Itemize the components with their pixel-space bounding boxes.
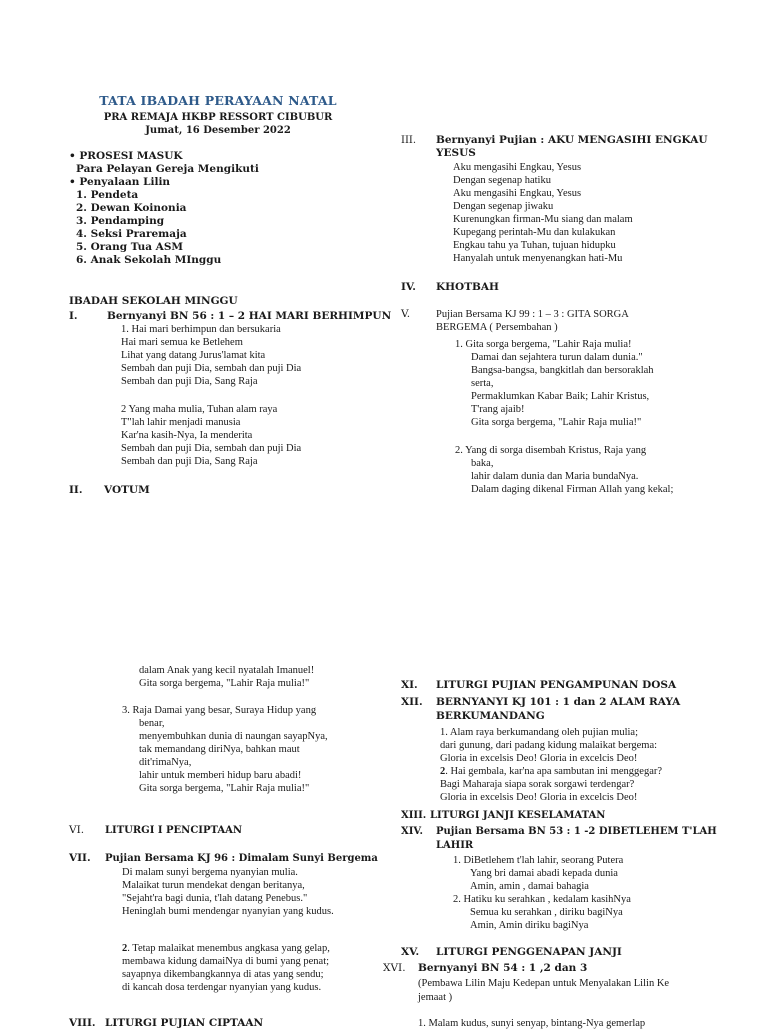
verse-line: Hai mari semua ke Betlehem xyxy=(121,337,243,348)
song-verse xyxy=(455,338,654,429)
song-verse xyxy=(122,866,334,918)
verse-line: Semua ku serahkan , diriku bagiNya xyxy=(470,907,623,918)
song-verse xyxy=(453,854,631,932)
verse-line: Lihat yang datang Jurus'lamat kita xyxy=(121,350,266,361)
verse-line: Kupegang perintah-Mu dan kulakukan xyxy=(453,227,616,238)
section-note-cont: jemaat ) xyxy=(418,992,453,1003)
verse-line: Gloria in excelsis Deo! Gloria in excelcis Deo! xyxy=(440,753,638,764)
verse-line: dalam Anak yang kecil nyatalah Imanuel! xyxy=(139,665,315,676)
verse-line: baka, xyxy=(471,458,494,469)
section-note: (Pembawa Lilin Maju Kedepan untuk Menyalakan Lilin Ke xyxy=(418,978,670,989)
candle-list xyxy=(76,189,221,267)
verse-line: Amin, amin , damai bahagia xyxy=(470,881,589,892)
verse-line: Dengan segenap jiwaku xyxy=(453,201,554,212)
verse-line: di kancah dosa terdengar nyanyian yang kudus. xyxy=(122,982,322,993)
section-title: Pujian Bersama KJ 99 : 1 – 3 : GITA SORGA xyxy=(436,309,629,320)
verse-line: Engkau tahu ya Tuhan, tujuan hidupku xyxy=(453,240,616,251)
verse-line: lahir dalam dunia dan Maria bundaNya. xyxy=(471,471,639,482)
list-item: 1. Pendeta xyxy=(76,189,139,201)
verse-line: membawa kidung damaiNya di bumi yang penat; xyxy=(122,956,330,967)
section-title: Pujian Bersama BN 53 : 1 -2 DIBETLEHEM T'LAH xyxy=(436,826,717,837)
list-item: 3. Pendamping xyxy=(76,215,165,227)
verse-line: Gita sorga bergema, "Lahir Raja mulia!" xyxy=(139,678,310,689)
verse-line: Bangsa-bangsa, bangkitlah dan bersoraklah xyxy=(471,365,654,376)
verse-line: Malaikat turun mendekat dengan beritanya, xyxy=(122,880,305,891)
verse-line: Bagi Maharaja siapa sorak sorgawi terdengar? xyxy=(440,779,635,790)
list-item: 6. Anak Sekolah MInggu xyxy=(76,254,222,266)
section-title: Bernyanyi Pujian : AKU MENGASIHI ENGKAU xyxy=(436,134,708,146)
section-number: VIII. xyxy=(69,1017,96,1029)
section-title: VOTUM xyxy=(104,484,150,496)
section-title: LITURGI PUJIAN CIPTAAN xyxy=(105,1017,264,1029)
section-title: KHOTBAH xyxy=(436,281,499,293)
section-heading: IBADAH SEKOLAH MINGGU xyxy=(69,295,238,307)
verse-line: 3. Raja Damai yang besar, Suraya Hidup yang xyxy=(122,705,317,716)
verse-line: dit'rimaNya, xyxy=(139,757,192,768)
page-title: TATA IBADAH PERAYAAN NATAL xyxy=(99,93,337,108)
section-number: XVI. xyxy=(383,962,406,974)
verse-line: 1. Malam kudus, sunyi senyap, bintang-Nya gemerlap xyxy=(418,1018,646,1029)
verse-line: Permaklumkan Kabar Baik; Lahir Kristus, xyxy=(471,391,650,402)
verse-text: . Hai gembala, kar'na apa sambutan ini menggegar? xyxy=(445,766,663,777)
section-title-cont: BERKUMANDANG xyxy=(436,710,545,722)
song-verse xyxy=(440,726,662,804)
verse-number: 2 xyxy=(440,766,446,777)
verse-line xyxy=(122,942,330,955)
verse-line: 1. DiBetlehem t'lah lahir, seorang Putera xyxy=(453,855,624,866)
verse-line: Damai dan sejahtera turun dalam dunia." xyxy=(471,352,643,363)
verse-line: tak memandang diriNya, bahkan maut xyxy=(139,744,300,755)
verse-number: 2 xyxy=(122,943,128,954)
song-verse xyxy=(455,444,673,496)
verse-line: Hanyalah untuk menyenangkan hati-Mu xyxy=(453,253,623,264)
verse-line: Yang bri damai abadi kepada dunia xyxy=(470,868,618,879)
verse-line: Gita sorga bergema, "Lahir Raja mulia!" xyxy=(139,783,310,794)
section-number: XIII. xyxy=(401,810,427,821)
verse-line: lahir untuk memberi hidup baru abadi! xyxy=(139,770,302,781)
verse-line: sayapnya dikembangkannya di atas yang sendu; xyxy=(122,969,324,980)
procession-heading: • PROSESI MASUK xyxy=(69,150,183,162)
section-title: Bernyanyi BN 54 : 1 ,2 dan 3 xyxy=(418,962,588,974)
verse-line: Sembah dan puji Dia, Sang Raja xyxy=(121,376,258,387)
verse-line: menyembuhkan dunia di naungan sayapNya, xyxy=(139,731,328,742)
verse-line: Gloria in excelsis Deo! Gloria in excelcis Deo! xyxy=(440,792,638,803)
verse-line: Aku mengasihi Engkau, Yesus xyxy=(453,188,582,199)
section-title-cont: LAHIR xyxy=(436,840,474,851)
section-number: VI. xyxy=(69,824,85,836)
verse-line: Di malam sunyi bergema nyanyian mulia. xyxy=(122,867,298,878)
section-title: LITURGI PUJIAN PENGAMPUNAN DOSA xyxy=(436,679,677,691)
verse-line: 2 Yang maha mulia, Tuhan alam raya xyxy=(121,404,278,415)
section-number: VII. xyxy=(69,852,91,864)
section-number: XII. xyxy=(401,696,423,708)
verse-line: benar, xyxy=(139,718,165,729)
section-number: XI. xyxy=(401,679,418,691)
page-subtitle: PRA REMAJA HKBP RESSORT CIBUBUR xyxy=(103,112,333,123)
verse-line: Aku mengasihi Engkau, Yesus xyxy=(453,162,582,173)
verse-line: Dengan segenap hatiku xyxy=(453,175,551,186)
verse-line: Dalam daging dikenal Firman Allah yang kekal; xyxy=(471,484,674,495)
verse-line: T"lah lahir menjadi manusia xyxy=(121,417,241,428)
section-number: IV. xyxy=(401,281,416,293)
verse-line: Sembah dan puji Dia, Sang Raja xyxy=(121,456,258,467)
verse-line: T'rang ajaib! xyxy=(471,404,525,415)
verse-line: dari gunung, dari padang kidung malaikat bergema: xyxy=(440,740,658,751)
song-verse xyxy=(122,942,330,994)
song-verse xyxy=(139,664,314,690)
section-title: LITURGI PENGGENAPAN JANJI xyxy=(436,946,622,958)
section-title: Bernyanyi BN 56 : 1 – 2 HAI MARI BERHIMPUN xyxy=(107,310,392,322)
section-number: I. xyxy=(69,310,78,322)
verse-line: 2. Yang di sorga disembah Kristus, Raja yang xyxy=(455,445,647,456)
verse-line: serta, xyxy=(471,378,494,389)
section-number: V. xyxy=(401,308,411,320)
candle-heading: • Penyalaan Lilin xyxy=(69,176,171,188)
list-item: 2. Dewan Koinonia xyxy=(76,202,187,214)
verse-line: 1. Gita sorga bergema, "Lahir Raja mulia! xyxy=(455,339,632,350)
verse-line: 2. Hatiku ku serahkan , kedalam kasihNya xyxy=(453,894,631,905)
section-title: BERNYANYI KJ 101 : 1 dan 2 ALAM RAYA xyxy=(436,696,681,708)
section-number: III. xyxy=(401,135,417,146)
song-verse xyxy=(121,403,301,468)
section-title: Pujian Bersama KJ 96 : Dimalam Sunyi Bergema xyxy=(105,853,378,864)
section-title-cont: YESUS xyxy=(436,147,476,159)
section-number: XIV. xyxy=(401,826,423,837)
section-number: XV. xyxy=(401,946,420,958)
verse-line: Gita sorga bergema, "Lahir Raja mulia!" xyxy=(471,417,642,428)
verse-line: Sembah dan puji Dia, sembah dan puji Dia xyxy=(121,363,302,374)
verse-text: . Tetap malaikat menembus angkasa yang gelap, xyxy=(127,943,330,954)
procession-sub: Para Pelayan Gereja Mengikuti xyxy=(76,163,259,175)
verse-line: Heninglah bumi mendengar nyanyian yang kudus. xyxy=(122,906,334,917)
verse-line: Amin, Amin diriku bagiNya xyxy=(470,920,589,931)
song-verse xyxy=(122,704,328,795)
song-verse xyxy=(453,161,633,265)
verse-line: 1. Hai mari berhimpun dan bersukaria xyxy=(121,324,281,335)
song-verse xyxy=(121,323,301,388)
verse-line: "Sejaht'ra bagi dunia, t'lah datang Penebus." xyxy=(122,893,308,904)
verse-line: Sembah dan puji Dia, sembah dan puji Dia xyxy=(121,443,302,454)
verse-line: Kurenungkan firman-Mu siang dan malam xyxy=(453,214,633,225)
verse-line: Kar'na kasih-Nya, Ia menderita xyxy=(121,430,253,441)
list-item: 5. Orang Tua ASM xyxy=(76,241,184,253)
verse-line xyxy=(440,765,662,778)
section-number: II. xyxy=(69,484,83,496)
section-title: LITURGI JANJI KESELAMATAN xyxy=(430,810,606,821)
verse-line: 1. Alam raya berkumandang oleh pujian mulia; xyxy=(440,727,638,738)
section-title-cont: BERGEMA ( Persembahan ) xyxy=(436,322,558,333)
section-title: LITURGI I PENCIPTAAN xyxy=(105,825,243,836)
list-item: 4. Seksi Praremaja xyxy=(76,228,187,240)
page-date: Jumat, 16 Desember 2022 xyxy=(145,125,291,136)
